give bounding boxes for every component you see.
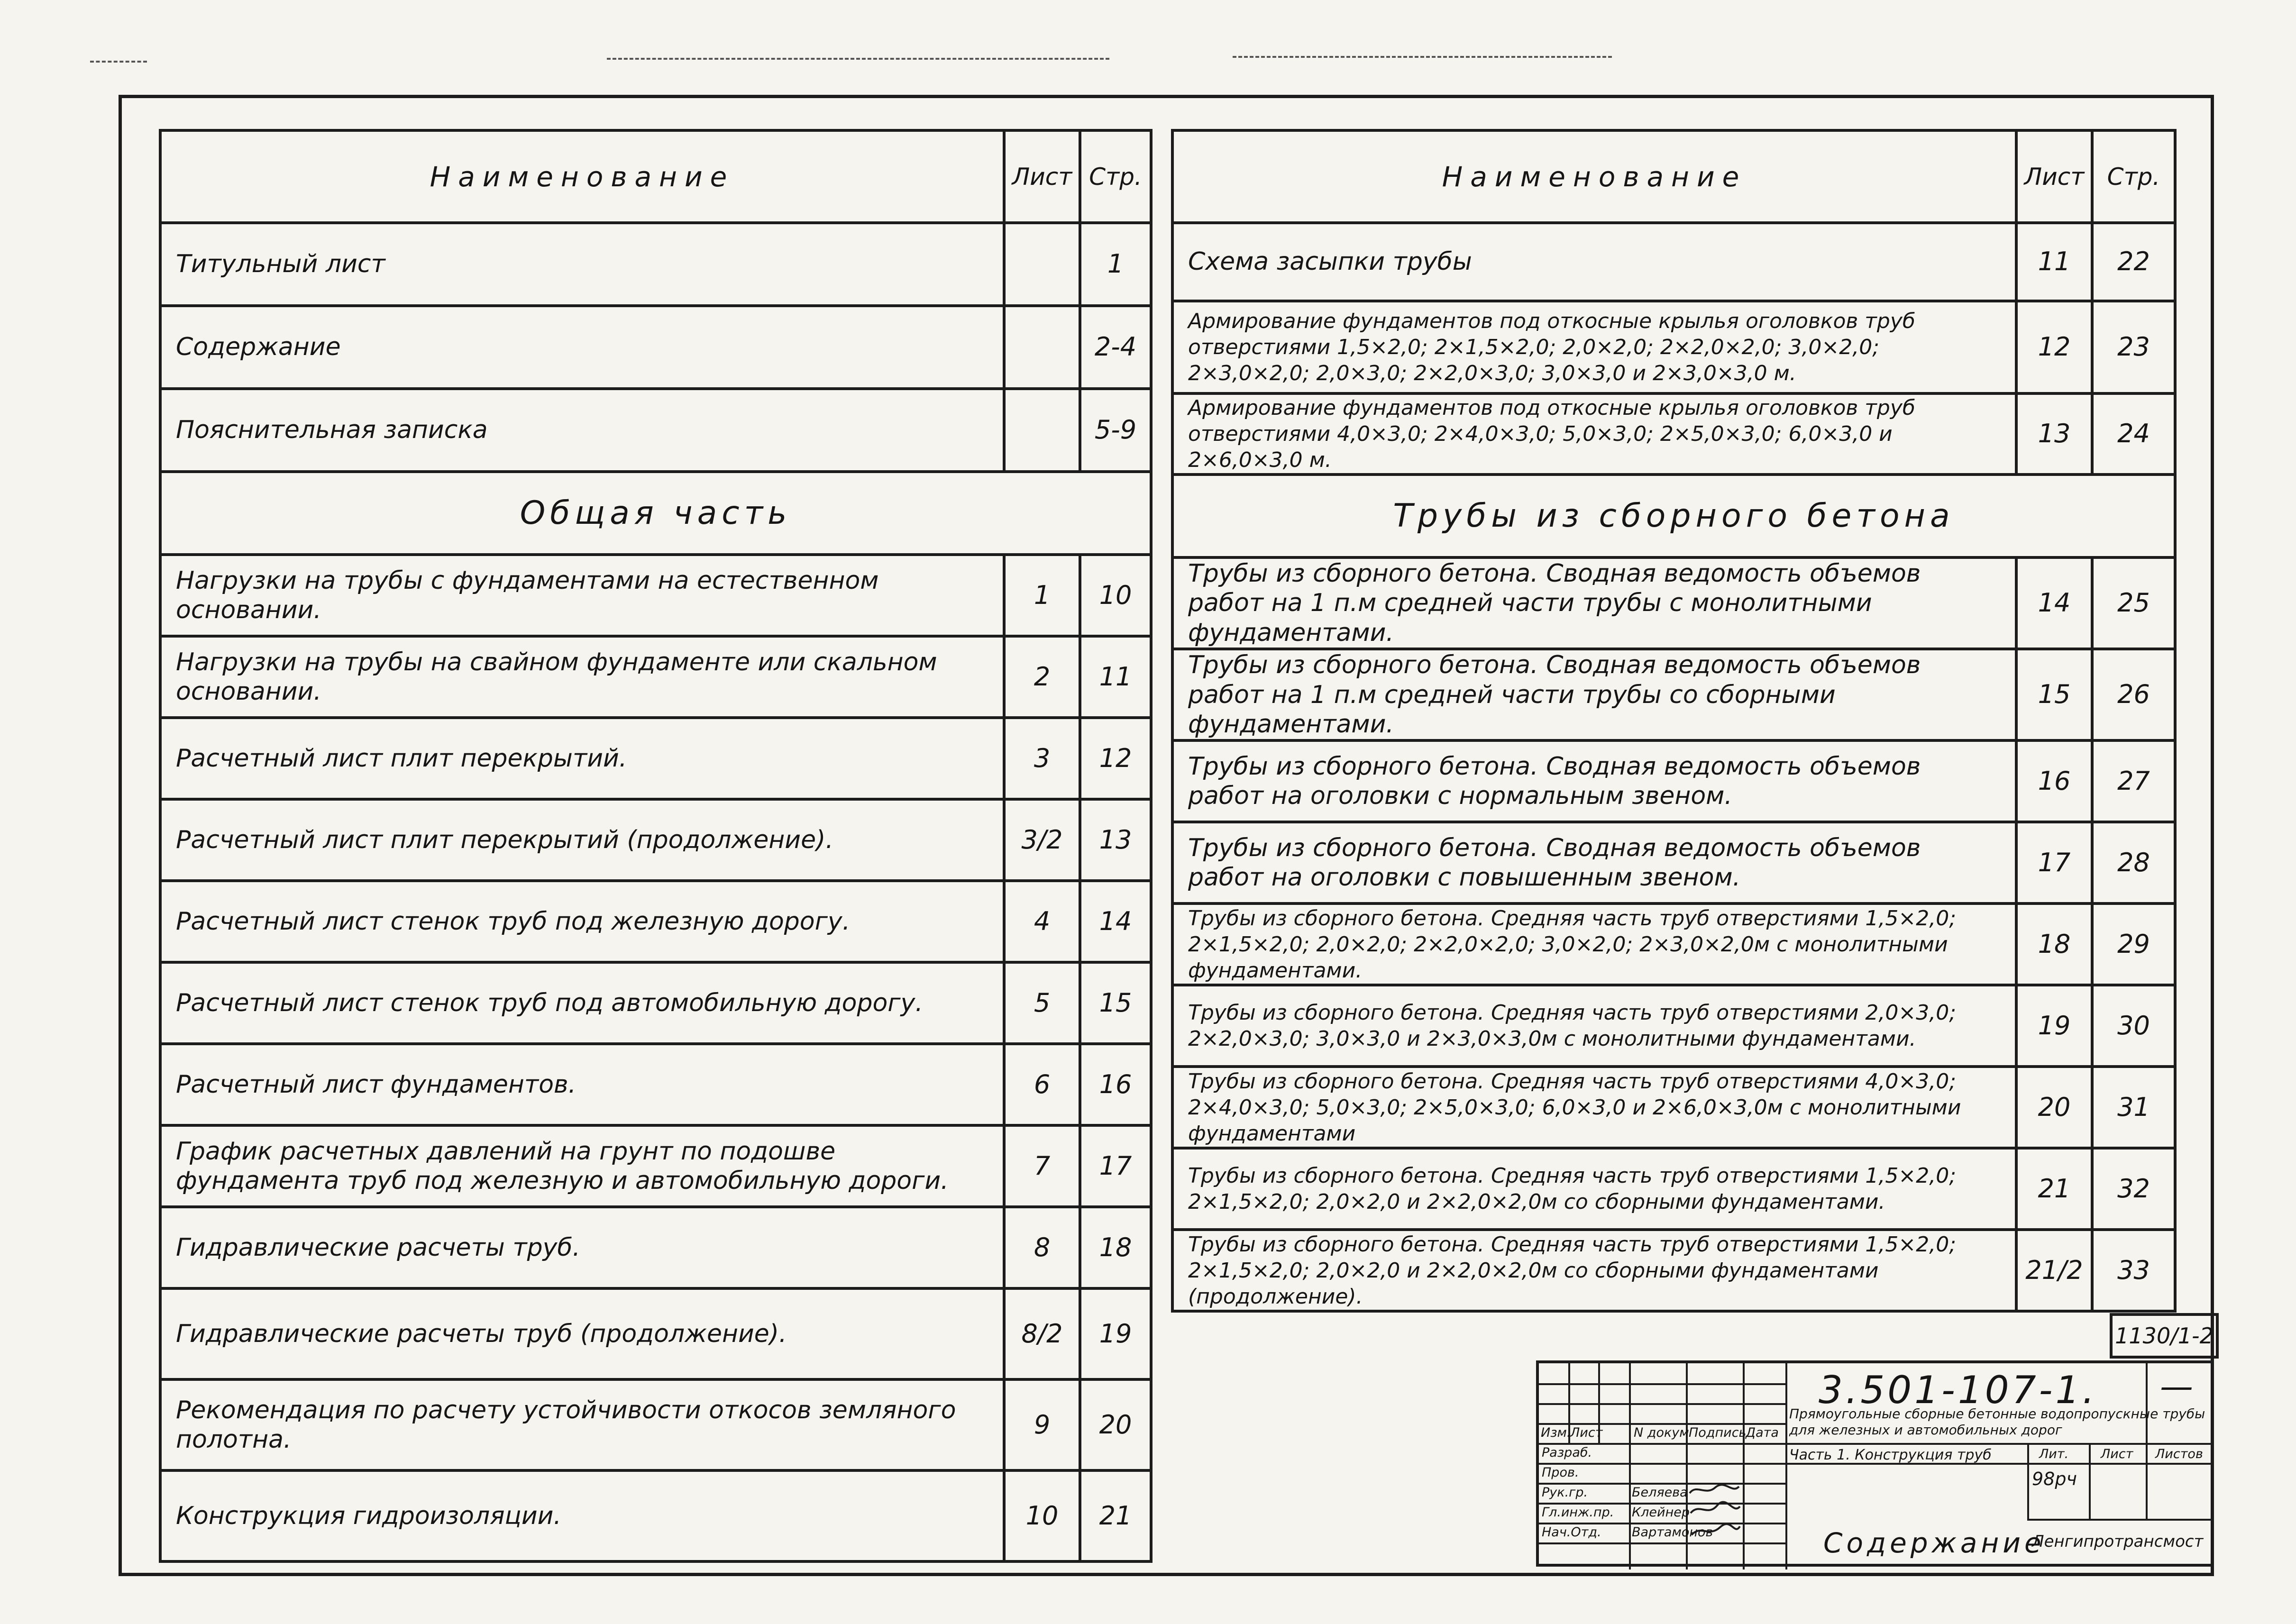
section-row [160, 472, 1151, 555]
table-row [160, 1125, 1151, 1207]
table-row [160, 799, 1151, 881]
row-page: 33 [2092, 1230, 2175, 1311]
row-page: 23 [2092, 301, 2175, 393]
left-contents-table [159, 129, 1153, 1563]
subject: Прямоугольные сборные бетонные водопропускные трубы для железных и автомобильных дорог [1789, 1406, 2205, 1438]
table-row [160, 1207, 1151, 1288]
table-row [1172, 649, 2175, 740]
row-name: Трубы из сборного бетона. Средняя часть труб отверстиями 4,0×3,0; 2×4,0×3,0; 5,0×3,0; 2×5,0×3,0; 6,0×3,0 и 2×6,0×3,0м с монолитными фундаментами [1172, 1067, 2016, 1148]
row-name: Расчетный лист стенок труб под железную дорогу. [160, 881, 1004, 962]
name-kleiner: Клейнер [1632, 1505, 1690, 1520]
header-page: Стр. [1080, 130, 1151, 223]
row-page: 26 [2092, 649, 2175, 740]
row-page: 10 [1080, 555, 1151, 636]
table-row [160, 636, 1151, 718]
table-row [1172, 393, 2175, 474]
scan-artifact [90, 61, 147, 63]
row-name: Расчетный лист стенок труб под автомобильную дорогу. [160, 962, 1004, 1044]
row-list: 16 [2016, 740, 2092, 822]
row-name: График расчетных давлений на грунт по подошве фундамента труб под железную и автомобильную дороги. [160, 1125, 1004, 1207]
row-page: 2-4 [1080, 306, 1151, 389]
row-page: 17 [1080, 1125, 1151, 1207]
table-row [160, 1470, 1151, 1561]
row-name: Содержание [160, 306, 1004, 389]
row-list: 9 [1004, 1379, 1080, 1470]
row-page: 21 [1080, 1470, 1151, 1561]
row-name: Трубы из сборного бетона. Средняя часть труб отверстиями 1,5×2,0; 2×1,5×2,0; 2,0×2,0 и 2×2,0×2,0м со сборными фундаментами (продолжение). [1172, 1230, 2016, 1311]
role-glinzh: Гл.инж.пр. [1542, 1505, 1614, 1520]
table-row [160, 306, 1151, 389]
section-title: Трубы из сборного бетона [1172, 474, 2175, 557]
organization: Ленгипротрансмост [2032, 1532, 2204, 1551]
row-list: 10 [1004, 1470, 1080, 1561]
table-row [160, 718, 1151, 799]
row-page: 20 [1080, 1379, 1151, 1470]
title-block [1536, 1360, 2214, 1567]
row-list: 14 [2016, 557, 2092, 649]
row-list: 21 [2016, 1148, 2092, 1230]
table-row [1172, 740, 2175, 822]
row-page: 13 [1080, 799, 1151, 881]
name-vartamonov: Вартамонов [1632, 1525, 1713, 1540]
row-list: 8/2 [1004, 1288, 1080, 1379]
row-name: Схема засыпки трубы [1172, 223, 2016, 301]
table-row [1172, 223, 2175, 301]
header-list: Лист [1004, 130, 1080, 223]
row-name: Трубы из сборного бетона. Средняя часть труб отверстиями 2,0×3,0; 2×2,0×3,0; 3,0×3,0 и 2×3,0×3,0м с монолитными фундаментами. [1172, 985, 2016, 1067]
lit-label: Лит. [2039, 1447, 2069, 1461]
row-list: 3/2 [1004, 799, 1080, 881]
sheet-value: 98рч [2032, 1469, 2077, 1489]
row-name: Нагрузки на трубы с фундаментами на естественном основании. [160, 555, 1004, 636]
row-name: Нагрузки на трубы на свайном фундаменте или скальном основании. [160, 636, 1004, 718]
row-list: 1 [1004, 555, 1080, 636]
table-row [1172, 557, 2175, 649]
col-label-sign: Подпись [1689, 1425, 1747, 1440]
row-list: 21/2 [2016, 1230, 2092, 1311]
row-list: 15 [2016, 649, 2092, 740]
row-page: 5-9 [1080, 389, 1151, 472]
table-row [1172, 301, 2175, 393]
table-row [160, 223, 1151, 306]
role-prov: Пров. [1542, 1465, 1579, 1480]
row-list: 3 [1004, 718, 1080, 799]
col-label-ndok: N докум [1634, 1425, 1689, 1440]
row-page: 32 [2092, 1148, 2175, 1230]
row-page: 14 [1080, 881, 1151, 962]
row-page: 28 [2092, 822, 2175, 903]
table-row [160, 962, 1151, 1044]
table-row [1172, 1067, 2175, 1148]
signature-marks [1687, 1482, 1743, 1543]
row-list: 20 [2016, 1067, 2092, 1148]
table-row [160, 1044, 1151, 1125]
row-name: Пояснительная записка [160, 389, 1004, 472]
row-page: 30 [2092, 985, 2175, 1067]
header-page: Стр. [2092, 130, 2175, 223]
row-list: 18 [2016, 903, 2092, 985]
sheets-label: Листов [2155, 1447, 2203, 1461]
row-page: 29 [2092, 903, 2175, 985]
row-name: Армирование фундаментов под откосные крылья оголовков труб отверстиями 4,0×3,0; 2×4,0×3,0; 5,0×3,0; 2×5,0×3,0; 6,0×3,0 и 2×6,0×3,0 м. [1172, 393, 2016, 474]
row-name: Гидравлические расчеты труб (продолжение). [160, 1288, 1004, 1379]
row-page: 11 [1080, 636, 1151, 718]
row-page: 18 [1080, 1207, 1151, 1288]
row-page: 19 [1080, 1288, 1151, 1379]
table-row [1172, 822, 2175, 903]
row-name: Трубы из сборного бетона. Сводная ведомость объемов работ на оголовки с повышенным звеном. [1172, 822, 2016, 903]
table-header-row [1172, 130, 2175, 223]
header-list: Лист [2016, 130, 2092, 223]
col-label-list: Лист [1570, 1425, 1603, 1440]
section-title: Общая часть [160, 472, 1151, 555]
row-list: 7 [1004, 1125, 1080, 1207]
table-row [160, 881, 1151, 962]
row-name: Расчетный лист фундаментов. [160, 1044, 1004, 1125]
row-page: 25 [2092, 557, 2175, 649]
row-page: 16 [1080, 1044, 1151, 1125]
row-page: 22 [2092, 223, 2175, 301]
scan-artifact [607, 58, 1109, 60]
row-page: 27 [2092, 740, 2175, 822]
table-row [1172, 1148, 2175, 1230]
row-page: 1 [1080, 223, 1151, 306]
row-name: Расчетный лист плит перекрытий. [160, 718, 1004, 799]
name-belyaeva: Беляева [1632, 1485, 1688, 1500]
row-list: 4 [1004, 881, 1080, 962]
table-row [1172, 903, 2175, 985]
doc-title: Содержание [1823, 1527, 2045, 1559]
col-label-izm: Изм. [1541, 1425, 1571, 1440]
row-name: Армирование фундаментов под откосные крылья оголовков труб отверстиями 1,5×2,0; 2×1,5×2,0; 2,0×2,0; 2×2,0×2,0; 3,0×2,0; 2×3,0×2,0; 2,0×3,0; 2×2,0×3,0; 3,0×3,0 и 2×3,0×3,0 м. [1172, 301, 2016, 393]
row-list: 5 [1004, 962, 1080, 1044]
row-name: Трубы из сборного бетона. Сводная ведомость объемов работ на 1 п.м средней части трубы со сборными фундаментами. [1172, 649, 2016, 740]
section-row [1172, 474, 2175, 557]
sheet-label: Лист [2101, 1447, 2133, 1461]
row-list: 17 [2016, 822, 2092, 903]
row-list: 2 [1004, 636, 1080, 718]
part: Часть 1. Конструкция труб [1789, 1447, 1992, 1463]
page-code: 1130/1-2 [2110, 1313, 2219, 1359]
role-razrab: Разраб. [1542, 1445, 1592, 1460]
row-name: Гидравлические расчеты труб. [160, 1207, 1004, 1288]
row-list [1004, 223, 1080, 306]
row-name: Расчетный лист плит перекрытий (продолжение). [160, 799, 1004, 881]
row-list: 6 [1004, 1044, 1080, 1125]
table-row [1172, 1230, 2175, 1311]
table-row [160, 389, 1151, 472]
role-rukgr: Рук.гр. [1542, 1485, 1588, 1500]
row-name: Трубы из сборного бетона. Средняя часть труб отверстиями 1,5×2,0; 2×1,5×2,0; 2,0×2,0 и 2×2,0×2,0м со сборными фундаментами. [1172, 1148, 2016, 1230]
row-name: Трубы из сборного бетона. Средняя часть труб отверстиями 1,5×2,0; 2×1,5×2,0; 2,0×2,0; 2×2,0×2,0; 3,0×2,0; 2×3,0×2,0м с монолитными фундаментами. [1172, 903, 2016, 985]
table-row [1172, 985, 2175, 1067]
table-header-row [160, 130, 1151, 223]
row-list: 8 [1004, 1207, 1080, 1288]
row-name: Трубы из сборного бетона. Сводная ведомость объемов работ на оголовки с нормальным звеном. [1172, 740, 2016, 822]
col-label-date: Дата [1746, 1425, 1779, 1440]
row-list: 12 [2016, 301, 2092, 393]
row-page: 15 [1080, 962, 1151, 1044]
row-page: 24 [2092, 393, 2175, 474]
row-name: Конструкция гидроизоляции. [160, 1470, 1004, 1561]
row-list: 13 [2016, 393, 2092, 474]
row-list: 11 [2016, 223, 2092, 301]
row-name: Титульный лист [160, 223, 1004, 306]
row-name: Рекомендация по расчету устойчивости откосов земляного полотна. [160, 1379, 1004, 1470]
designation: 3.501-107-1. [1819, 1368, 2097, 1412]
scan-artifact [1233, 56, 1612, 58]
designation-dash: — [2160, 1367, 2193, 1406]
table-row [160, 555, 1151, 636]
table-row [160, 1379, 1151, 1470]
row-page: 31 [2092, 1067, 2175, 1148]
row-name: Трубы из сборного бетона. Сводная ведомость объемов работ на 1 п.м средней части трубы с монолитными фундаментами. [1172, 557, 2016, 649]
row-list: 19 [2016, 985, 2092, 1067]
row-list [1004, 306, 1080, 389]
table-row [160, 1288, 1151, 1379]
role-nachotd: Нач.Отд. [1542, 1525, 1601, 1540]
row-page: 12 [1080, 718, 1151, 799]
header-name: Наименование [1172, 130, 2016, 223]
row-list [1004, 389, 1080, 472]
right-contents-table [1171, 129, 2177, 1313]
header-name: Наименование [160, 130, 1004, 223]
